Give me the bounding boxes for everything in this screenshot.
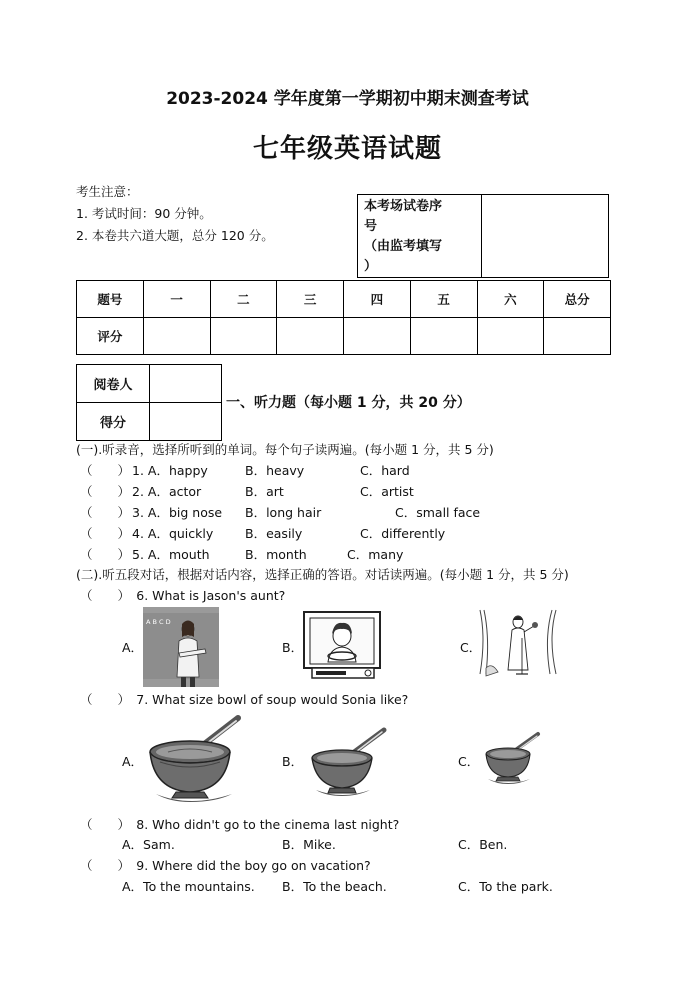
question-4-a: 4. A．quickly [132,526,214,541]
question-4-b: B．easily [245,526,303,541]
seat-label-line-3: （由监考填写 [364,239,443,254]
score-cell[interactable] [143,318,210,355]
question-4-c: C．differently [360,526,446,541]
question-1-paren: （ ） [80,463,131,478]
score-table [76,280,611,355]
score-cell[interactable] [344,318,411,355]
notice-item-1: 1. 考试时间：90 分钟。 [76,206,212,221]
question-5-paren: （ ） [80,547,131,562]
score-header-cell: 二 [210,281,277,318]
question-5-a: 5. A．mouth [132,547,210,562]
question-8-b: B．Mike. [282,837,336,852]
q7-option-c-label: C． [458,754,480,769]
seat-number-label [358,195,482,277]
exam-top-title: 2023-2024 学年度第一学期初中期末测查考试 [166,89,529,109]
notice-item-2: 2. 本卷共六道大题，总分 120 分。 [76,228,274,243]
teacher-picture [143,607,219,687]
question-2-paren: （ ） [80,484,131,499]
score-header-cell: 三 [277,281,344,318]
seat-label-line-2: 号 [364,219,378,234]
score-cell[interactable] [210,318,277,355]
score-header-cell: 一 [143,281,210,318]
question-6: （ ） 6. What is Jason's aunt? [80,588,286,603]
question-2-b: B．art [245,484,284,499]
score-header-cell: 四 [344,281,411,318]
question-2-c: C．artist [360,484,414,499]
score-cell[interactable] [410,318,477,355]
question-1-b: B．heavy [245,463,305,478]
q7-option-b-label: B． [282,754,304,769]
score-cell[interactable] [477,318,544,355]
q6-option-a-label: A． [122,640,144,655]
question-5-c: C．many [347,547,404,562]
score-header-cell: 六 [477,281,544,318]
question-4-paren: （ ） [80,526,131,541]
grader-label: 阅卷人 [77,365,150,403]
question-9-a: A．To the mountains. [122,879,255,894]
question-3-b: B．long hair [245,505,322,520]
question-9-c: C．To the park. [458,879,553,894]
q6-option-c-label: C． [460,640,482,655]
score-table-score-row [77,318,611,355]
question-9: （ ） 9. Where did the boy go on vacation? [80,858,371,873]
score-header-cell: 题号 [77,281,144,318]
part2-instruction: (二).听五段对话，根据对话内容，选择正确的答语。对话读两遍。(每小题 1 分，共 5 分) [76,567,569,582]
score-table-header-row [77,281,611,318]
points-label: 得分 [77,403,150,441]
seat-label-line-4: ） [364,259,378,274]
notice-heading: 考生注意： [76,184,139,199]
exam-main-title: 七年级英语试题 [252,134,442,164]
question-2-a: 2. A．actor [132,484,202,499]
q6-option-b-label: B． [282,640,304,655]
score-cell[interactable] [544,318,611,355]
driver-picture [302,610,382,686]
question-7: （ ） 7. What size bowl of soup would Sonia like? [80,692,409,707]
question-1-c: C．hard [360,463,410,478]
score-row-label: 评分 [77,318,144,355]
question-8-c: C．Ben. [458,837,508,852]
part1-instruction: (一).听录音，选择所听到的单词。每个句子读两遍。(每小题 1 分，共 5 分) [76,442,494,457]
grader-table [76,364,222,441]
q7-option-a-label: A． [122,754,144,769]
blackboard-text: A B C D [146,618,171,626]
score-header-cell: 五 [410,281,477,318]
score-cell[interactable] [277,318,344,355]
score-header-cell: 总分 [544,281,611,318]
medium-bowl-picture [308,724,392,800]
question-5-b: B．month [245,547,307,562]
question-1-a: 1. A．happy [132,463,208,478]
question-8: （ ） 8. Who didn't go to the cinema last night? [80,817,400,832]
question-9-b: B．To the beach. [282,879,387,894]
points-cell[interactable] [150,403,222,441]
question-3-paren: （ ） [80,505,131,520]
section-1-heading: 一、听力题（每小题 1 分，共 20 分） [226,395,471,411]
question-3-a: 3. A．big nose [132,505,223,520]
actress-picture [478,608,558,680]
question-8-a: A．Sam. [122,837,175,852]
question-3-c: C．small face [395,505,481,520]
seat-number-box [357,194,609,278]
small-bowl-picture [482,730,544,788]
grader-cell[interactable] [150,365,222,403]
seat-label-line-1: 本考场试卷序 [364,199,443,214]
large-bowl-picture [146,712,242,808]
